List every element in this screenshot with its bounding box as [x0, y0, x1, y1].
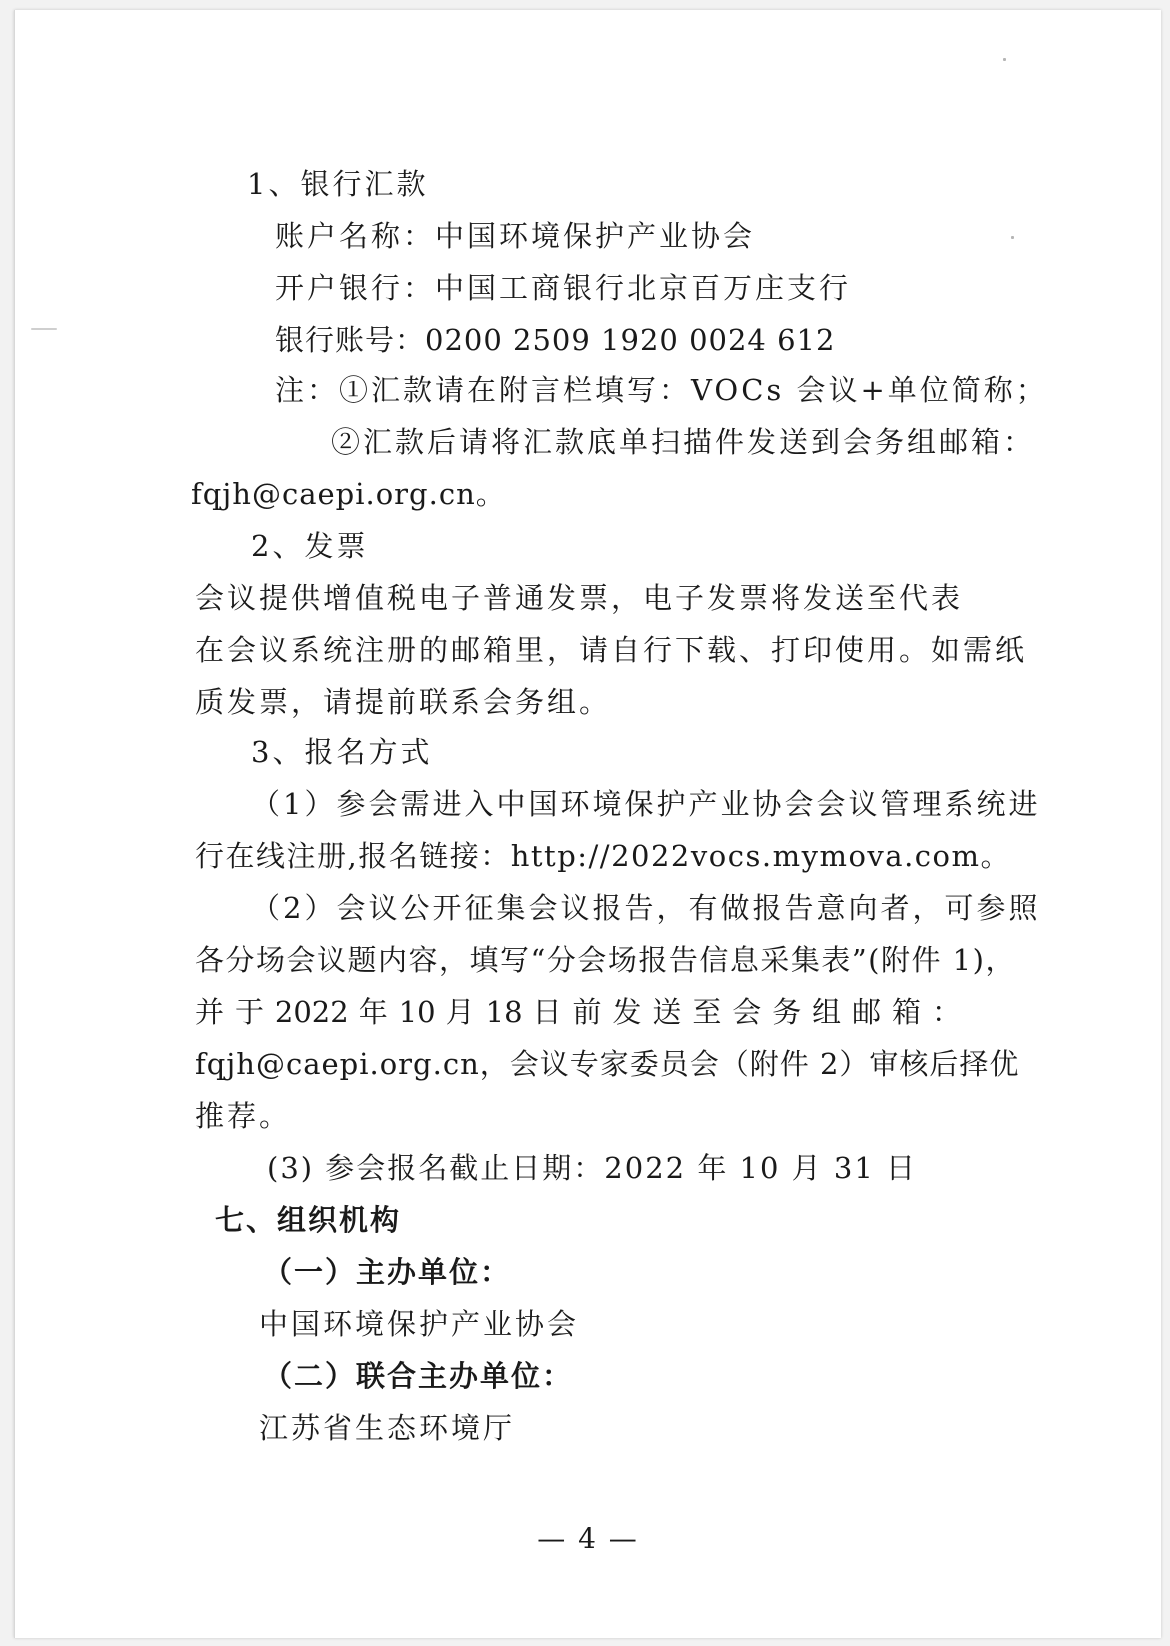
document-page	[14, 10, 1161, 1638]
registration-item2-line3: 并 于 2022 年 10 月 18 日 前 发 送 至 会 务 组 邮 箱 ：	[195, 995, 961, 1029]
host-name: 中国环境保护产业协会	[259, 1307, 580, 1341]
scan-speck	[31, 328, 57, 330]
organization-heading: 七、组织机构	[215, 1203, 402, 1237]
account-number-line: 银行账号：0200 2509 1920 0024 612	[275, 323, 836, 357]
scan-speck	[1003, 58, 1006, 61]
co-host-label: （二）联合主办单位：	[263, 1359, 574, 1393]
invoice-line-2: 在会议系统注册的邮箱里，请自行下载、打印使用。如需纸	[195, 633, 1028, 667]
registration-item2-line5: 推荐。	[195, 1099, 292, 1133]
payment-note-2: ②汇款后请将汇款底单扫描件发送到会务组邮箱：	[331, 425, 1036, 459]
registration-item2-line1: （2）会议公开征集会议报告，有做报告意向者，可参照	[251, 891, 1041, 925]
bank-name-line: 开户银行：中国工商银行北京百万庄支行	[275, 271, 852, 305]
bank-transfer-heading: 1、银行汇款	[247, 167, 429, 201]
registration-item1-line1: （1）参会需进入中国环境保护产业协会会议管理系统进	[251, 787, 1041, 821]
registration-deadline: (3) 参会报名截止日期：2022 年 10 月 31 日	[267, 1151, 917, 1185]
invoice-heading: 2、发票	[251, 529, 369, 563]
registration-heading: 3、报名方式	[251, 735, 433, 769]
registration-item2-line4: fqjh@caepi.org.cn，会议专家委员会（附件 2）审核后择优	[195, 1047, 1020, 1081]
payment-note-1: 注：①汇款请在附言栏填写：VOCs 会议+单位简称；	[275, 373, 1048, 407]
host-label: （一）主办单位：	[263, 1255, 512, 1289]
scan-speck	[1011, 236, 1014, 239]
registration-item1-line2: 行在线注册,报名链接：http://2022vocs.mymova.com。	[195, 839, 1011, 873]
co-host-name: 江苏省生态环境厅	[259, 1411, 516, 1445]
payment-email: fqjh@caepi.org.cn。	[191, 477, 506, 511]
account-name-line: 账户名称：中国环境保护产业协会	[275, 219, 756, 253]
invoice-line-1: 会议提供增值税电子普通发票，电子发票将发送至代表	[195, 581, 964, 615]
registration-item2-line2: 各分场会议题内容，填写“分会场报告信息采集表”(附件 1)，	[195, 943, 1016, 977]
page-number: — 4 —	[537, 1522, 639, 1555]
invoice-line-3: 质发票，请提前联系会务组。	[195, 685, 612, 719]
